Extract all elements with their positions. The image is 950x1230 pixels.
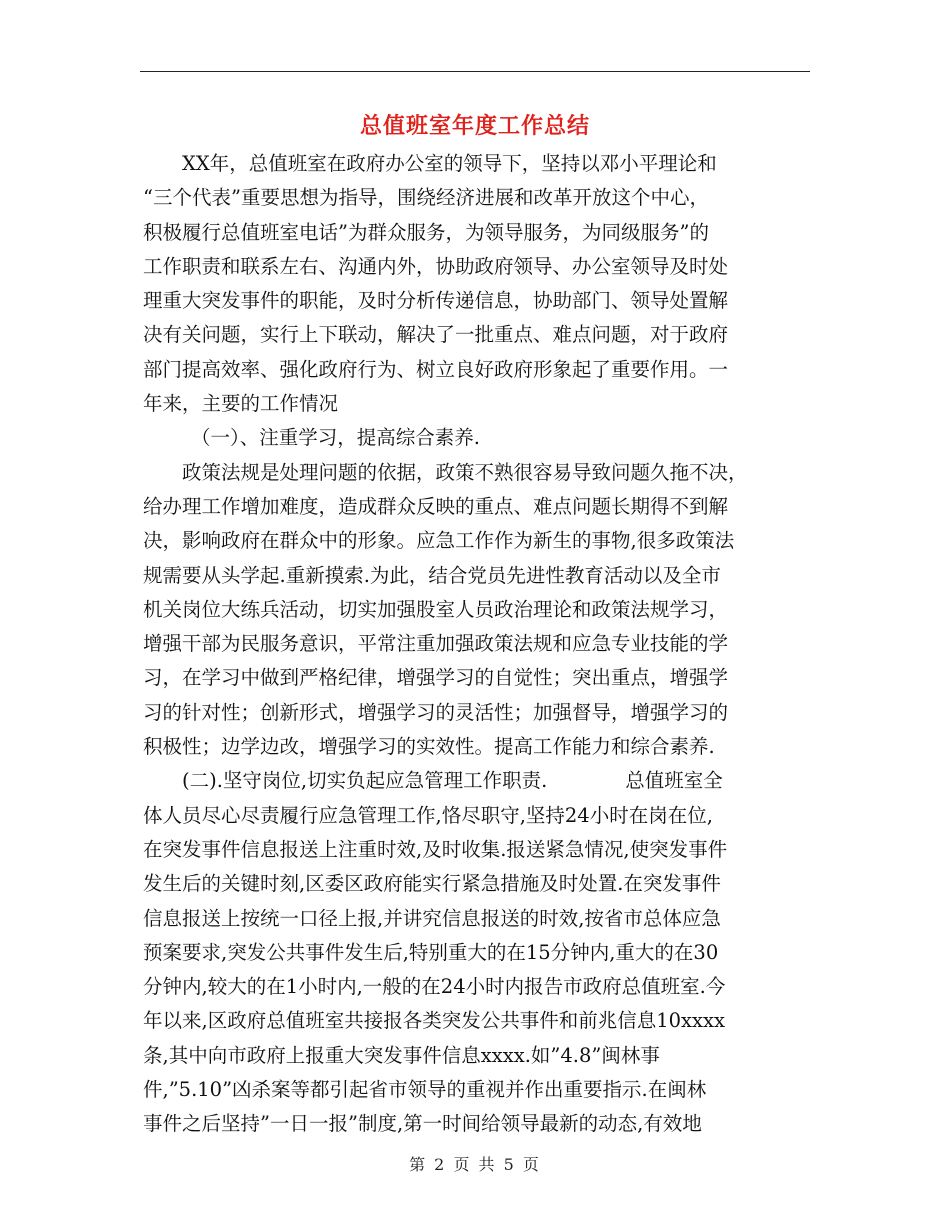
body-line: 分钟内,较大的在1小时内,一般的在24小时内报告市政府总值班室.今	[143, 975, 726, 999]
page-number: 第 2 页 共 5 页	[409, 1155, 541, 1174]
body-line: 积极性；边学边改，增强学习的实效性。提高工作能力和综合素养.	[143, 735, 715, 759]
body-line: 预案要求,突发公共事件发生后,特别重大的在15分钟内,重大的在30	[143, 940, 719, 964]
document-body	[143, 147, 807, 1142]
body-line: 决有关问题，实行上下联动，解决了一批重点、难点问题，对于政府	[143, 323, 729, 347]
body-line: 机关岗位大练兵活动，切实加强股室人员政治理论和政策法规学习，	[143, 597, 729, 621]
body-line: 习的针对性；创新形式，增强学习的灵活性；加强督导，增强学习的	[143, 700, 729, 724]
section-heading-1: （一）、注重学习，提高综合素养.	[191, 426, 480, 450]
body-line: 发生后的关键时刻,区委区政府能实行紧急措施及时处置.在突发事件	[143, 872, 721, 896]
body-line: 体人员尽心尽责履行应急管理工作,恪尽职守,坚持24小时在岗在位,	[143, 803, 713, 827]
body-line: 习，在学习中做到严格纪律，增强学习的自觉性；突出重点，增强学	[143, 666, 729, 690]
body-line: XX年，总值班室在政府办公室的领导下，坚持以邓小平理论和	[182, 152, 717, 175]
body-line: “三个代表”重要思想为指导，围绕经济进展和改革开放这个中心，	[143, 186, 709, 210]
body-line: 规需要从头学起.重新摸索.为此，结合党员先进性教育活动以及全市	[143, 563, 721, 587]
header-rule	[140, 71, 810, 72]
body-line: 在突发事件信息报送上注重时效,及时收集.报送紧急情况,使突发事件	[143, 837, 728, 861]
body-line: 工作职责和联系左右、沟通内外，协助政府领导、办公室领导及时处	[143, 254, 729, 278]
document-title: 总值班室年度工作总结	[359, 113, 590, 139]
body-line: 件,”5.10”凶杀案等都引起省市领导的重视并作出重要指示.在闽林	[143, 1078, 707, 1102]
body-line: 年来，主要的工作情况	[143, 392, 339, 416]
body-line: 积极履行总值班室电话”为群众服务，为领导服务，为同级服务”的	[143, 220, 709, 244]
body-line: 信息报送上按统一口径上报,并讲究信息报送的时效,按省市总体应急	[143, 906, 721, 930]
section-heading-2: (二).坚守岗位,切实负起应急管理工作职责. 总值班室全	[182, 769, 723, 793]
body-line: 政策法规是处理问题的依据，政策不熟很容易导致问题久拖不决，	[182, 460, 748, 484]
body-line: 部门提高效率、强化政府行为、树立良好政府形象起了重要作用。一	[143, 357, 729, 381]
body-line: 理重大突发事件的职能，及时分析传递信息，协助部门、领导处置解	[143, 289, 729, 313]
body-line: 增强干部为民服务意识，平常注重加强政策法规和应急专业技能的学	[143, 632, 729, 656]
body-line: 决，影响政府在群众中的形象。应急工作作为新生的事物,很多政策法	[143, 529, 735, 553]
body-line: 年以来,区政府总值班室共接报各类突发公共事件和前兆信息10xxxx	[143, 1009, 726, 1033]
body-line: 事件之后坚持”一日一报”制度,第一时间给领导最新的动态,有效地	[143, 1112, 702, 1136]
body-line: 条,其中向市政府上报重大突发事件信息xxxx.如”4.8”闽林事	[143, 1043, 660, 1067]
body-line: 给办理工作增加难度，造成群众反映的重点、难点问题长期得不到解	[143, 494, 729, 518]
